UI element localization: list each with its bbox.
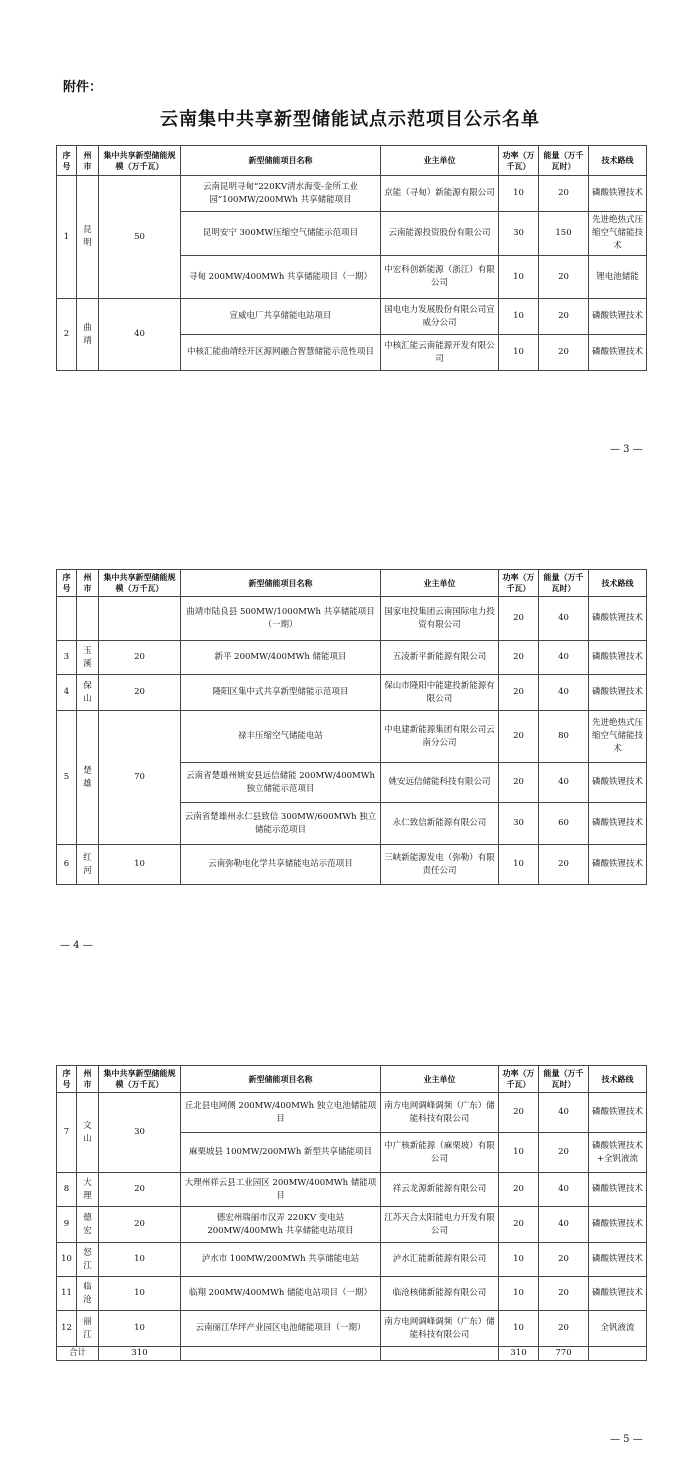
header-no: 序号 <box>57 146 77 176</box>
tech-cell: 磷酸铁锂技术 <box>589 335 647 371</box>
tech-cell: 磷酸铁锂技术 <box>589 299 647 335</box>
table-row <box>57 1093 647 1133</box>
power-cell: 30 <box>499 803 539 845</box>
owner-cell: 永仁致信新能源有限公司 <box>381 803 499 845</box>
owner-cell: 临沧核储新能源有限公司 <box>381 1277 499 1311</box>
tech-cell: 锂电池储能 <box>589 256 647 299</box>
project-name-cell: 曲靖市陆良县 500MW/1000MWh 共享储能项目（一期） <box>181 597 381 641</box>
power-cell: 10 <box>499 1133 539 1173</box>
project-name-cell: 新平 200MW/400MWh 储能项目 <box>181 641 381 675</box>
power-cell: 20 <box>499 763 539 803</box>
owner-cell: 中宏科创新能源（浙江）有限公司 <box>381 256 499 299</box>
header-project-name: 新型储能项目名称 <box>181 146 381 176</box>
energy-cell: 20 <box>539 1133 589 1173</box>
city-cell: 临沧 <box>77 1277 99 1311</box>
tech-cell: 磷酸铁锂技术+全钒液流 <box>589 1133 647 1173</box>
owner-cell: 国电电力发展股份有限公司宣威分公司 <box>381 299 499 335</box>
header-owner: 业主单位 <box>381 570 499 597</box>
tech-cell: 磷酸铁锂技术 <box>589 1093 647 1133</box>
power-cell: 10 <box>499 1243 539 1277</box>
power-cell: 10 <box>499 1277 539 1311</box>
page-number-4: — 4 — <box>60 940 93 951</box>
energy-cell: 40 <box>539 675 589 711</box>
tech-cell: 磷酸铁锂技术 <box>589 597 647 641</box>
owner-cell: 云南能源投资股份有限公司 <box>381 212 499 256</box>
project-name-cell: 宣威电厂共享储能电站项目 <box>181 299 381 335</box>
energy-cell: 40 <box>539 641 589 675</box>
header-tech: 技术路线 <box>589 1066 647 1093</box>
city-cell: 德宏 <box>77 1207 99 1243</box>
energy-cell: 40 <box>539 763 589 803</box>
city-cell: 红河 <box>77 845 99 885</box>
tech-cell: 先进绝热式压缩空气储能技术 <box>589 212 647 256</box>
total-row <box>57 1347 647 1361</box>
project-name-cell: 云南省楚雄州姚安县远信储能 200MW/400MWh 独立储能示范项目 <box>181 763 381 803</box>
tech-cell: 先进绝热式压缩空气储能技术 <box>589 711 647 763</box>
owner-cell: 中核汇能云南能源开发有限公司 <box>381 335 499 371</box>
city-cell: 曲靖 <box>77 299 99 371</box>
table-row <box>57 299 647 335</box>
scale-cell: 30 <box>99 1093 181 1173</box>
table-row <box>57 1243 647 1277</box>
project-name-cell: 禄丰压缩空气储能电站 <box>181 711 381 763</box>
project-name-cell: 大理州祥云县工业园区 200MW/400MWh 储能项目 <box>181 1173 381 1207</box>
project-name-cell: 中核汇能曲靖经开区源网融合智慧储能示范性项目 <box>181 335 381 371</box>
header-energy: 能量（万千瓦时） <box>539 570 589 597</box>
header-power: 功率（万千瓦） <box>499 1066 539 1093</box>
total-power: 310 <box>499 1347 539 1361</box>
owner-cell: 南方电网调峰调频（广东）储能科技有限公司 <box>381 1093 499 1133</box>
power-cell: 10 <box>499 176 539 212</box>
owner-cell: 中广核新能源（麻栗坡）有限公司 <box>381 1133 499 1173</box>
serial-number-cell: 3 <box>57 641 77 675</box>
projects-table-page-3 <box>56 145 647 371</box>
total-label: 合计 <box>57 1347 99 1361</box>
serial-number-cell: 10 <box>57 1243 77 1277</box>
tech-cell: 全钒液流 <box>589 1311 647 1347</box>
header-scale: 集中共享新型储能规模（万千瓦） <box>99 1066 181 1093</box>
serial-number-cell: 2 <box>57 299 77 371</box>
project-name-cell: 云南弥勒电化学共享储能电站示范项目 <box>181 845 381 885</box>
energy-cell: 150 <box>539 212 589 256</box>
scale-cell <box>99 597 181 641</box>
table-row <box>57 675 647 711</box>
serial-number-cell: 6 <box>57 845 77 885</box>
tech-cell: 磷酸铁锂技术 <box>589 803 647 845</box>
city-cell: 大理 <box>77 1173 99 1207</box>
total-empty-name <box>181 1347 381 1361</box>
power-cell: 20 <box>499 711 539 763</box>
serial-number-cell <box>57 597 77 641</box>
scale-cell: 40 <box>99 299 181 371</box>
project-name-cell: 云南丽江华坪产业园区电池储能项目（一期） <box>181 1311 381 1347</box>
serial-number-cell: 12 <box>57 1311 77 1347</box>
city-cell: 楚雄 <box>77 711 99 845</box>
owner-cell: 国家电投集团云南国际电力投资有限公司 <box>381 597 499 641</box>
serial-number-cell: 1 <box>57 176 77 299</box>
owner-cell: 姚安远信储能科技有限公司 <box>381 763 499 803</box>
total-empty-owner <box>381 1347 499 1361</box>
city-cell: 昆明 <box>77 176 99 299</box>
energy-cell: 40 <box>539 1207 589 1243</box>
project-name-cell: 云南昆明寻甸“220KV清水海变-金所工业园”100MW/200MWh 共享储能项目 <box>181 176 381 212</box>
page-number-5: — 5 — <box>610 1434 643 1445</box>
header-no: 序号 <box>57 570 77 597</box>
scale-cell: 10 <box>99 1311 181 1347</box>
city-cell <box>77 597 99 641</box>
project-name-cell: 麻栗坡县 100MW/200MWh 新型共享储能项目 <box>181 1133 381 1173</box>
energy-cell: 20 <box>539 256 589 299</box>
energy-cell: 40 <box>539 597 589 641</box>
owner-cell: 京能（寻甸）新能源有限公司 <box>381 176 499 212</box>
tech-cell: 磷酸铁锂技术 <box>589 641 647 675</box>
header-power: 功率（万千瓦） <box>499 146 539 176</box>
tech-cell: 磷酸铁锂技术 <box>589 1207 647 1243</box>
page-number-3: — 3 — <box>610 444 643 455</box>
header-scale: 集中共享新型储能规模（万千瓦） <box>99 146 181 176</box>
header-tech: 技术路线 <box>589 146 647 176</box>
serial-number-cell: 8 <box>57 1173 77 1207</box>
power-cell: 20 <box>499 1093 539 1133</box>
energy-cell: 20 <box>539 1277 589 1311</box>
owner-cell: 保山市隆阳中能建投新能源有限公司 <box>381 675 499 711</box>
header-power: 功率（万千瓦） <box>499 570 539 597</box>
energy-cell: 20 <box>539 176 589 212</box>
energy-cell: 20 <box>539 1311 589 1347</box>
project-name-cell: 泸水市 100MW/200MWh 共享储能电站 <box>181 1243 381 1277</box>
project-name-cell: 云南省楚雄州永仁县致信 300MW/600MWh 独立储能示范项目 <box>181 803 381 845</box>
power-cell: 30 <box>499 212 539 256</box>
energy-cell: 20 <box>539 845 589 885</box>
scale-cell: 10 <box>99 845 181 885</box>
owner-cell: 三峡新能源发电（弥勒）有限责任公司 <box>381 845 499 885</box>
power-cell: 20 <box>499 1207 539 1243</box>
header-owner: 业主单位 <box>381 146 499 176</box>
power-cell: 10 <box>499 299 539 335</box>
energy-cell: 20 <box>539 1243 589 1277</box>
power-cell: 10 <box>499 1311 539 1347</box>
scale-cell: 10 <box>99 1243 181 1277</box>
energy-cell: 20 <box>539 299 589 335</box>
energy-cell: 40 <box>539 1173 589 1207</box>
serial-number-cell: 5 <box>57 711 77 845</box>
scale-cell: 20 <box>99 675 181 711</box>
tech-cell: 磷酸铁锂技术 <box>589 1277 647 1311</box>
projects-table-page-4 <box>56 569 647 885</box>
city-cell: 玉溪 <box>77 641 99 675</box>
table-row <box>57 711 647 763</box>
header-energy: 能量（万千瓦时） <box>539 146 589 176</box>
owner-cell: 五凌新平新能源有限公司 <box>381 641 499 675</box>
tech-cell: 磷酸铁锂技术 <box>589 1173 647 1207</box>
header-city: 州市 <box>77 570 99 597</box>
project-name-cell: 临翔 200MW/400MWh 储能电站项目（一期） <box>181 1277 381 1311</box>
header-scale: 集中共享新型储能规模（万千瓦） <box>99 570 181 597</box>
project-name-cell: 隆阳区集中式共享新型储能示范项目 <box>181 675 381 711</box>
power-cell: 10 <box>499 256 539 299</box>
attachment-label: 附件： <box>63 80 103 95</box>
header-project-name: 新型储能项目名称 <box>181 570 381 597</box>
serial-number-cell: 4 <box>57 675 77 711</box>
table-row <box>57 1277 647 1311</box>
owner-cell: 南方电网调峰调频（广东）储能科技有限公司 <box>381 1311 499 1347</box>
header-owner: 业主单位 <box>381 1066 499 1093</box>
table-row <box>57 1311 647 1347</box>
table-row <box>57 845 647 885</box>
page-title: 云南集中共享新型储能试点示范项目公示名单 <box>160 109 540 130</box>
power-cell: 10 <box>499 845 539 885</box>
total-energy: 770 <box>539 1347 589 1361</box>
header-no: 序号 <box>57 1066 77 1093</box>
city-cell: 文山 <box>77 1093 99 1173</box>
energy-cell: 60 <box>539 803 589 845</box>
projects-table-page-5 <box>56 1065 647 1361</box>
serial-number-cell: 7 <box>57 1093 77 1173</box>
scale-cell: 50 <box>99 176 181 299</box>
energy-cell: 80 <box>539 711 589 763</box>
serial-number-cell: 9 <box>57 1207 77 1243</box>
tech-cell: 磷酸铁锂技术 <box>589 675 647 711</box>
table-row <box>57 1173 647 1207</box>
header-city: 州市 <box>77 1066 99 1093</box>
table-row <box>57 176 647 212</box>
total-scale: 310 <box>99 1347 181 1361</box>
power-cell: 20 <box>499 675 539 711</box>
header-energy: 能量（万千瓦时） <box>539 1066 589 1093</box>
owner-cell: 中电建新能源集团有限公司云南分公司 <box>381 711 499 763</box>
serial-number-cell: 11 <box>57 1277 77 1311</box>
owner-cell: 祥云龙源新能源有限公司 <box>381 1173 499 1207</box>
scale-cell: 20 <box>99 1173 181 1207</box>
energy-cell: 40 <box>539 1093 589 1133</box>
project-name-cell: 昆明安宁 300MW压缩空气储能示范项目 <box>181 212 381 256</box>
tech-cell: 磷酸铁锂技术 <box>589 176 647 212</box>
scale-cell: 70 <box>99 711 181 845</box>
city-cell: 怒江 <box>77 1243 99 1277</box>
owner-cell: 江苏天合太阳能电力开发有限公司 <box>381 1207 499 1243</box>
header-tech: 技术路线 <box>589 570 647 597</box>
project-name-cell: 德宏州瑞丽市汉弄 220KV 变电站 200MW/400MWh 共享储能电站项目 <box>181 1207 381 1243</box>
city-cell: 保山 <box>77 675 99 711</box>
table-row <box>57 641 647 675</box>
energy-cell: 20 <box>539 335 589 371</box>
owner-cell: 泸水汇能新能源有限公司 <box>381 1243 499 1277</box>
power-cell: 10 <box>499 335 539 371</box>
scale-cell: 20 <box>99 1207 181 1243</box>
tech-cell: 磷酸铁锂技术 <box>589 845 647 885</box>
tech-cell: 磷酸铁锂技术 <box>589 1243 647 1277</box>
table-row <box>57 597 647 641</box>
table-row <box>57 1207 647 1243</box>
scale-cell: 10 <box>99 1277 181 1311</box>
project-name-cell: 丘北县电网侧 200MW/400MWh 独立电池储能项目 <box>181 1093 381 1133</box>
total-empty-tech <box>589 1347 647 1361</box>
power-cell: 20 <box>499 597 539 641</box>
project-name-cell: 寻甸 200MW/400MWh 共享储能项目（一期） <box>181 256 381 299</box>
tech-cell: 磷酸铁锂技术 <box>589 763 647 803</box>
power-cell: 20 <box>499 641 539 675</box>
scale-cell: 20 <box>99 641 181 675</box>
header-city: 州市 <box>77 146 99 176</box>
power-cell: 20 <box>499 1173 539 1207</box>
header-project-name: 新型储能项目名称 <box>181 1066 381 1093</box>
city-cell: 丽江 <box>77 1311 99 1347</box>
